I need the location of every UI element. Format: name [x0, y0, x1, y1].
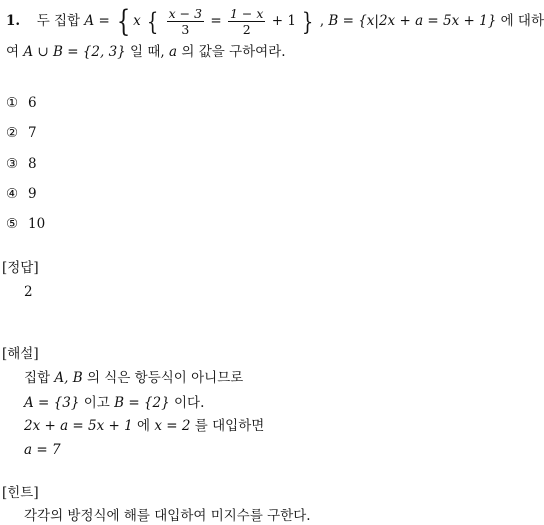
- set-a-symbol: A: [84, 13, 95, 29]
- equation: 2x + a = 5x + 1: [24, 418, 133, 434]
- problem-line-1: [6, 3, 544, 39]
- set-a-value: A = {3}: [24, 395, 80, 411]
- inner-right-brace: }: [302, 7, 314, 36]
- choice-3-value: 8: [28, 156, 37, 172]
- choice-5-value: 10: [28, 216, 46, 232]
- hint-header: [힌트]: [2, 485, 39, 501]
- choice-4[interactable]: [6, 185, 37, 203]
- variable-a: a: [169, 44, 178, 60]
- explanation-line-1-start: 집합: [24, 370, 51, 386]
- choice-1[interactable]: [6, 94, 37, 112]
- choice-5-marker: ⑤: [6, 216, 19, 232]
- x-substitution: x = 2: [154, 418, 191, 434]
- choice-4-marker: ④: [6, 186, 19, 202]
- explanation-line-2: [24, 394, 204, 412]
- answer-value: 2: [24, 284, 33, 300]
- comma: ,: [319, 13, 325, 29]
- answer-header: [정답]: [2, 260, 39, 276]
- fraction-equals: =: [210, 13, 222, 29]
- union-expression: A ∪ B = {2, 3}: [23, 44, 126, 60]
- problem-line-2-start: 여: [6, 44, 20, 60]
- choice-2-marker: ②: [6, 125, 19, 141]
- problem-number: 1.: [6, 13, 21, 29]
- equals-sign: =: [98, 13, 110, 29]
- set-b-definition: B = {x|2x + a = 5x + 1}: [328, 13, 497, 29]
- choice-2[interactable]: [6, 124, 37, 142]
- choice-4-value: 9: [28, 186, 37, 202]
- problem-line-1-end: 에 대하: [500, 13, 544, 29]
- choice-3-marker: ③: [6, 156, 19, 172]
- fraction-2-denominator: 2: [242, 22, 251, 37]
- explanation-line-2-end: 이다.: [174, 395, 205, 411]
- problem-line-2-end: 의 값을 구하여라.: [181, 44, 286, 60]
- explanation-line-4: [24, 441, 61, 459]
- explanation-line-1-text: 의 식은 항등식이 아니므로: [86, 370, 244, 386]
- explanation-line-1: [24, 369, 243, 387]
- set-var-x: x: [133, 13, 141, 29]
- explanation-line-2-mid: 이고: [83, 395, 110, 411]
- fraction-2-numerator: 1 − x: [230, 6, 264, 21]
- plus-one: + 1: [271, 13, 296, 29]
- result-a: a = 7: [24, 442, 61, 458]
- choice-3[interactable]: [6, 155, 37, 173]
- fraction-2: [228, 6, 265, 37]
- explanation-line-3-mid: 에: [137, 418, 151, 434]
- hint-text: 각각의 방정식에 해를 대입하여 미지수를 구한다.: [24, 508, 311, 524]
- fraction-1-denominator: 3: [181, 22, 190, 37]
- explanation-line-3-end: 를 대입하면: [194, 418, 265, 434]
- sets-ab: A, B: [54, 370, 83, 386]
- left-brace: {: [116, 3, 131, 39]
- problem-intro: 두 집합: [36, 13, 81, 29]
- explanation-line-3: [24, 417, 264, 435]
- choice-1-marker: ①: [6, 95, 19, 111]
- choice-1-value: 6: [28, 95, 37, 111]
- inner-left-brace: {: [146, 7, 159, 36]
- fraction-1-numerator: x − 3: [168, 6, 203, 21]
- problem-line-2-mid: 일 때,: [130, 44, 165, 60]
- problem-line-2: [6, 43, 286, 61]
- choice-5[interactable]: [6, 215, 45, 233]
- choice-2-value: 7: [28, 125, 37, 141]
- fraction-1: [167, 6, 204, 37]
- explanation-header: [해설]: [2, 346, 39, 362]
- set-b-value: B = {2}: [114, 395, 170, 411]
